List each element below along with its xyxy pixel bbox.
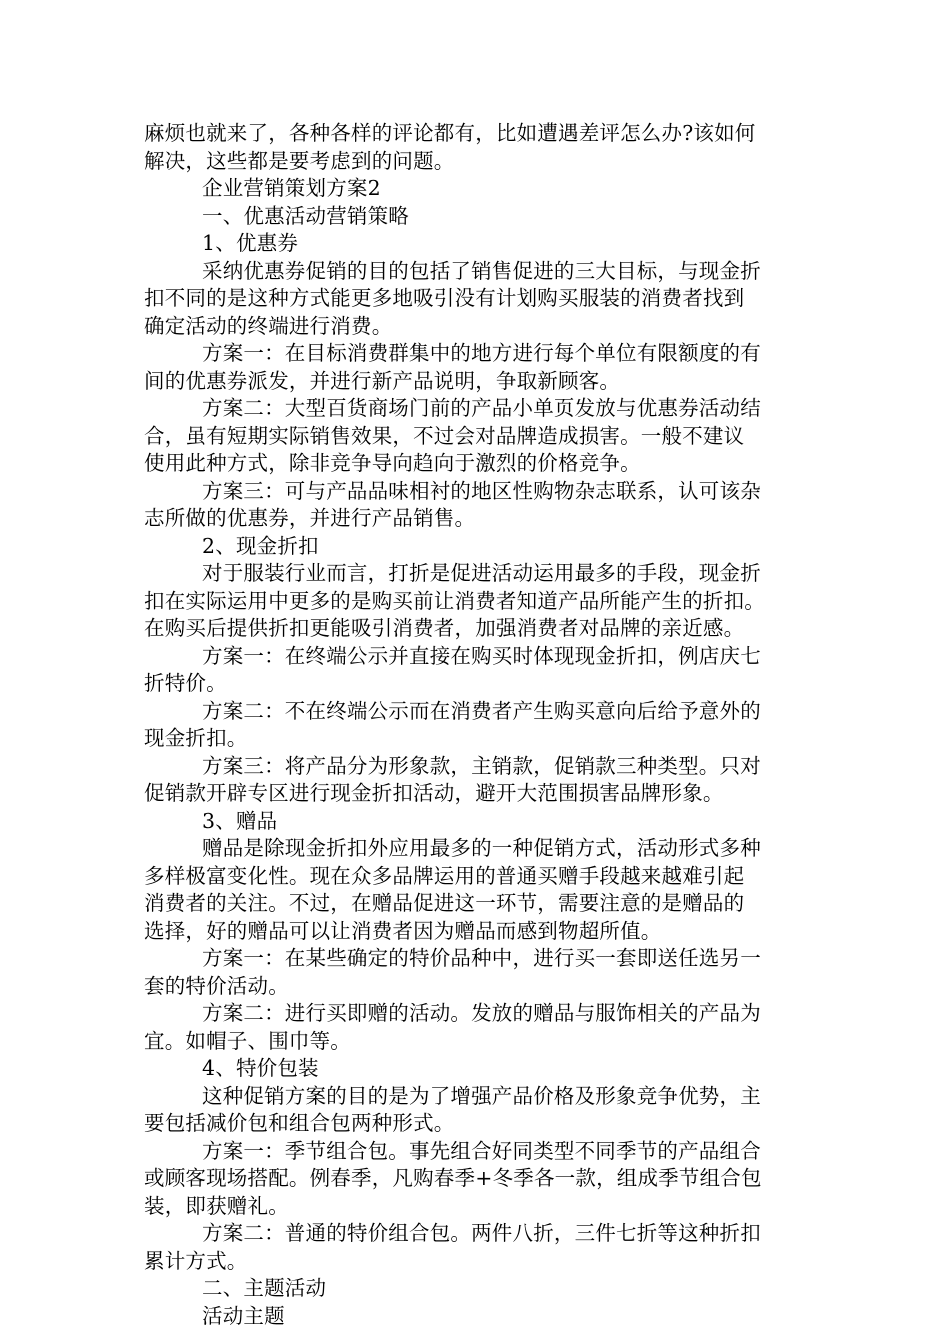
text-line: 方案一：在某些确定的特价品种中，进行买一套即送任选另一 [202, 946, 761, 970]
subsection-heading: 3、赠品 [202, 808, 278, 833]
text-line: 确定活动的终端进行消费。 [144, 313, 393, 338]
text-line: 折特价。 [144, 671, 227, 695]
text-line: 方案三：将产品分为形象款，主销款，促销款三种类型。只对 [202, 753, 761, 778]
text-line: 志所做的优惠券，并进行产品销售。 [144, 506, 476, 530]
text-line: 扣在实际运用中更多的是购买前让消费者知道产品所能产生的折扣。 [144, 588, 765, 613]
section-heading: 企业营销策划方案2 [202, 176, 381, 200]
text-line: 使用此种方式，除非竞争导向趋向于激烈的价格竞争。 [144, 451, 641, 475]
text-line: 方案二：进行买即赠的活动。发放的赠品与服饰相关的产品为 [202, 1001, 761, 1025]
text-line: 促销款开辟专区进行现金折扣活动，避开大范围损害品牌形象。 [144, 781, 724, 805]
subsection-heading: 1、优惠券 [202, 231, 299, 255]
text-line: 扣不同的是这种方式能更多地吸引没有计划购买服装的消费者找到 [144, 286, 745, 310]
text-line: 间的优惠券派发，并进行新产品说明，争取新顾客。 [144, 368, 621, 393]
text-line: 或顾客现场搭配。例春季，凡购春季+冬季各一款，组成季节组合包 [144, 1166, 762, 1190]
document-body [144, 120, 806, 1330]
text-line: 要包括减价包和组合包两种形式。 [144, 1111, 455, 1135]
text-line: 解决，这些都是要考虑到的问题。 [144, 148, 455, 173]
text-line: 对于服装行业而言，打折是促进活动运用最多的手段，现金折 [202, 561, 761, 585]
text-line: 方案一：季节组合包。事先组合好同类型不同季节的产品组合 [202, 1138, 761, 1163]
text-line: 麻烦也就来了，各种各样的评论都有，比如遭遇差评怎么办?该如何 [144, 121, 756, 145]
text-line: 合，虽有短期实际销售效果，不过会对品牌造成损害。一般不建议 [144, 423, 745, 448]
text-line: 多样极富变化性。现在众多品牌运用的普通买赠手段越来越难引起 [144, 863, 745, 888]
text-line: 方案三：可与产品品味相衬的地区性购物杂志联系，认可该杂 [202, 478, 761, 503]
subsection-heading: 4、特价包装 [202, 1056, 319, 1080]
text-line: 方案一：在终端公示并直接在购买时体现现金折扣，例店庆七 [202, 643, 761, 668]
text-line: 这种促销方案的目的是为了增强产品价格及形象竞争优势，主 [202, 1083, 761, 1108]
text-line: 方案二：普通的特价组合包。两件八折，三件七折等这种折扣 [202, 1221, 761, 1245]
text-line: 套的特价活动。 [144, 973, 289, 998]
text-line: 采纳优惠券促销的目的包括了销售促进的三大目标，与现金折 [202, 258, 761, 283]
text-line: 方案二：不在终端公示而在消费者产生购买意向后给予意外的 [202, 698, 761, 723]
text-line: 宜。如帽子、围巾等。 [144, 1028, 351, 1053]
text-line: 装，即获赠礼。 [144, 1193, 289, 1218]
text-line: 选择，好的赠品可以让消费者因为赠品而感到物超所值。 [144, 918, 662, 943]
text-line: 现金折扣。 [144, 726, 248, 750]
subsection-heading: 活动主题 [202, 1303, 285, 1328]
text-line: 在购买后提供折扣更能吸引消费者，加强消费者对品牌的亲近感。 [144, 616, 745, 640]
section-heading: 一、优惠活动营销策略 [202, 203, 409, 228]
subsection-heading: 2、现金折扣 [202, 533, 319, 558]
text-line: 赠品是除现金折扣外应用最多的一种促销方式，活动形式多种 [202, 836, 761, 860]
section-heading: 二、主题活动 [202, 1276, 327, 1300]
text-line: 方案一：在目标消费群集中的地方进行每个单位有限额度的有 [202, 341, 761, 365]
text-line: 累计方式。 [144, 1248, 248, 1273]
text-line: 方案二：大型百货商场门前的产品小单页发放与优惠券活动结 [202, 396, 761, 420]
text-line: 消费者的关注。不过，在赠品促进这一环节，需要注意的是赠品的 [144, 891, 745, 915]
